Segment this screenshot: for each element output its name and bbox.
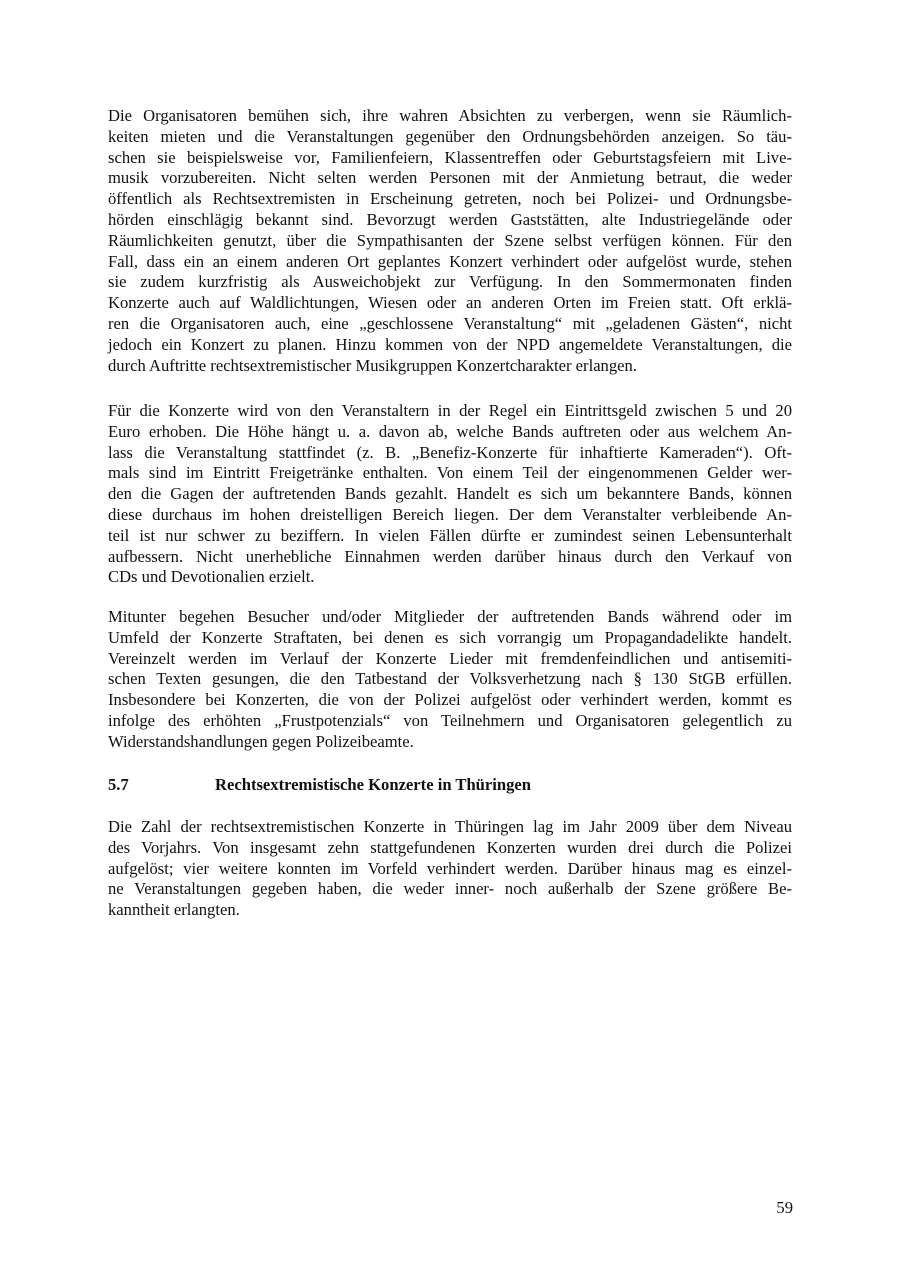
- text-line: hörden einschlägig bekannt sind. Bevorzugt werden Gaststätten, alte Industriegelände oder: [108, 209, 792, 229]
- text-line: diese durchaus im hohen dreistelligen Bereich liegen. Der dem Veranstalter verbleibende An-: [108, 504, 792, 524]
- text-line: kanntheit erlangten.: [108, 900, 240, 920]
- section-paragraph: [108, 817, 792, 921]
- text-line: Fall, dass ein an einem anderen Ort geplantes Konzert verhindert oder aufgelöst wurde, stehen: [108, 251, 792, 271]
- section-heading: [108, 775, 792, 796]
- text-line: keiten mieten und die Veranstaltungen gegenüber den Ordnungsbehörden anzeigen. So täu-: [108, 126, 792, 146]
- text-line: Räumlichkeiten genutzt, über die Sympathisanten der Szene selbst verfügen können. Für den: [108, 230, 792, 250]
- paragraph-2: [108, 401, 792, 588]
- text-line: Umfeld der Konzerte Straftaten, bei denen es sich vorrangig um Propagandadelikte handelt.: [108, 627, 792, 647]
- text-line: Konzerte auch auf Waldlichtungen, Wiesen oder an anderen Orten im Freien statt. Oft erklä-: [108, 293, 792, 313]
- text-line: Vereinzelt werden im Verlauf der Konzerte Lieder mit fremdenfeindlichen und antisemiti-: [108, 648, 792, 668]
- text-line: Die Zahl der rechtsextremistischen Konzerte in Thüringen lag im Jahr 2009 über dem Niveau: [108, 817, 792, 836]
- text-line: Mitunter begehen Besucher und/oder Mitglieder der auftretenden Bands während oder im: [108, 607, 792, 626]
- text-line: den die Gagen der auftretenden Bands gezahlt. Handelt es sich um bekanntere Bands, können: [108, 484, 792, 504]
- text-line: musik vorzubereiten. Nicht selten werden Personen mit der Anmietung betraut, die weder: [108, 168, 792, 188]
- text-line: CDs und Devotionalien erzielt.: [108, 567, 315, 587]
- text-line: Für die Konzerte wird von den Veranstaltern in der Regel ein Eintrittsgeld zwischen 5 und 20: [108, 401, 792, 420]
- text-line: Widerstandshandlungen gegen Polizeibeamte.: [108, 731, 414, 751]
- section-number: 5.7: [108, 775, 129, 794]
- text-line: infolge des erhöhten „Frustpotenzials“ von Teilnehmern und Organisatoren gelegentlich zu: [108, 710, 792, 730]
- section-title: Rechtsextremistische Konzerte in Thüringen: [215, 775, 532, 794]
- text-line: Insbesondere bei Konzerten, die von der Polizei aufgelöst oder verhindert werden, kommt es: [108, 690, 792, 710]
- text-line: Euro erhoben. Die Höhe hängt u. a. davon ab, welche Bands auftreten oder aus welchem An-: [108, 421, 792, 441]
- text-line: ren die Organisatoren auch, eine „geschlossene Veranstaltung“ mit „geladenen Gästen“, nicht: [108, 313, 792, 333]
- paragraph-1: [108, 106, 792, 376]
- text-line: lass die Veranstaltung stattfindet (z. B. „Benefiz-Konzerte für inhaftierte Kameraden“). Oft-: [108, 442, 792, 462]
- text-line: mals sind im Eintritt Freigetränke enthalten. Von einem Teil der eingenommenen Gelder wer-: [108, 463, 792, 483]
- text-line: sie zudem kurzfristig als Ausweichobjekt zur Verfügung. In den Sommermonaten finden: [108, 272, 792, 292]
- text-line: durch Auftritte rechtsextremistischer Musikgruppen Konzertcharakter erlangen.: [108, 355, 637, 375]
- text-line: schen sie beispielsweise vor, Familienfeiern, Klassentreffen oder Geburtstagsfeiern mit Live-: [108, 147, 792, 167]
- page-number: 59: [776, 1198, 793, 1217]
- text-line: teil ist nur schwer zu beziffern. In vielen Fällen dürfte er zumindest seinen Lebensunterhalt: [108, 525, 792, 545]
- text-line: jedoch ein Konzert zu planen. Hinzu kommen von der NPD angemeldete Veranstaltungen, die: [108, 334, 792, 354]
- text-line: aufgelöst; vier weitere konnten im Vorfeld verhindert werden. Darüber hinaus mag es einzel-: [108, 858, 792, 878]
- text-line: Die Organisatoren bemühen sich, ihre wahren Absichten zu verbergen, wenn sie Räumlich-: [108, 106, 792, 125]
- text-line: schen Texten gesungen, die den Tatbestand der Volksverhetzung nach § 130 StGB erfüllen.: [108, 669, 792, 689]
- text-line: öffentlich als Rechtsextremisten in Erscheinung getreten, noch bei Polizei- und Ordnungsbe-: [108, 189, 792, 209]
- text-line: ne Veranstaltungen gegeben haben, die weder inner- noch außerhalb der Szene größere Be-: [108, 879, 792, 899]
- paragraph-3: [108, 607, 792, 753]
- text-line: aufbessern. Nicht unerhebliche Einnahmen werden darüber hinaus durch den Verkauf von: [108, 546, 792, 566]
- text-line: des Vorjahrs. Von insgesamt zehn stattgefundenen Konzerten wurden drei durch die Polizei: [108, 837, 792, 857]
